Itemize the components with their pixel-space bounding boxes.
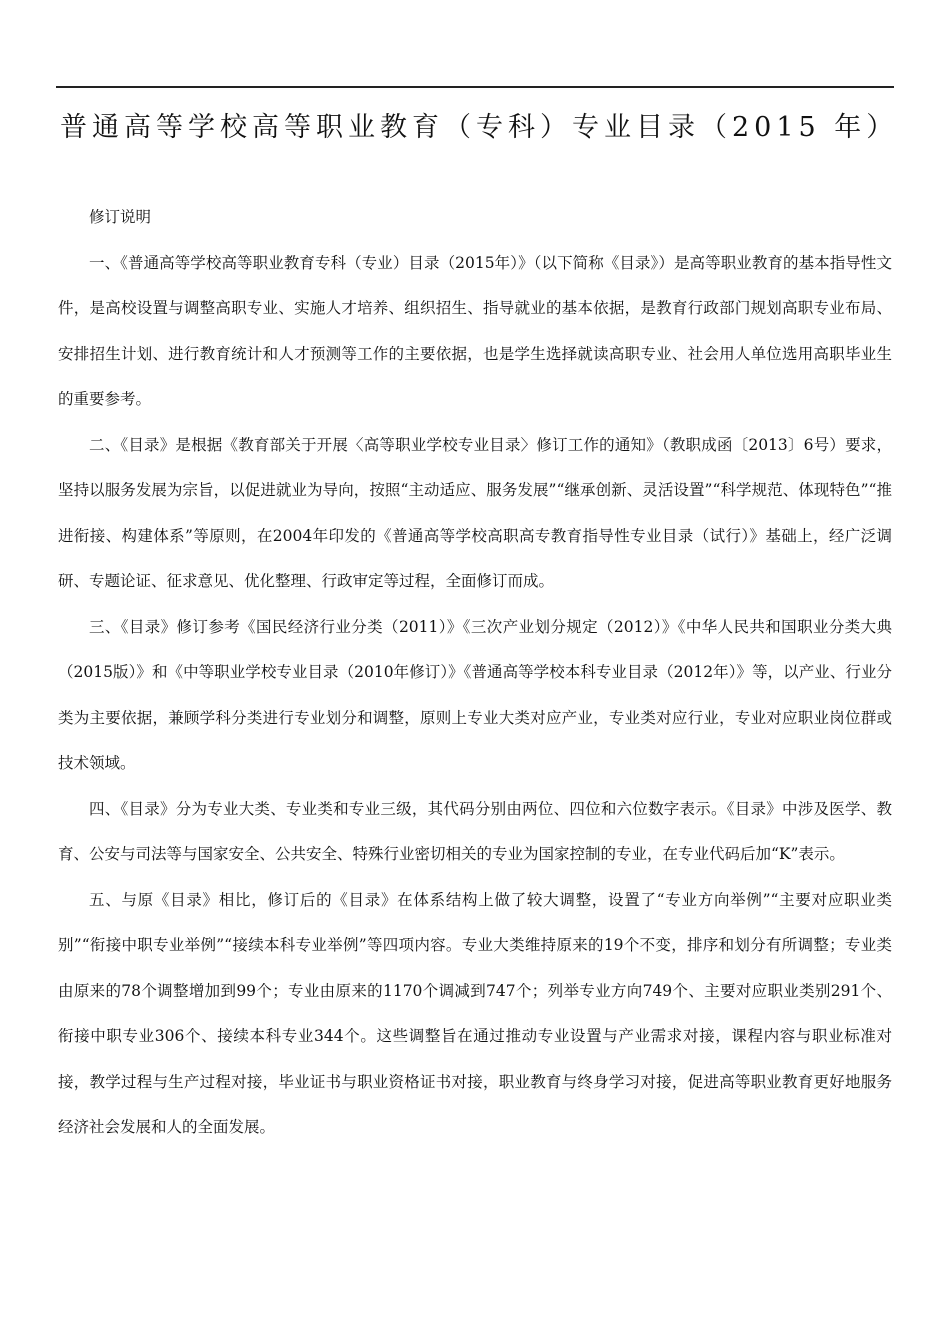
- top-rule: [56, 86, 894, 88]
- document-body: [58, 195, 892, 1151]
- paragraph-4: 四、《目录》分为专业大类、专业类和专业三级，其代码分别由两位、四位和六位数字表示。《目录》中涉及医学、教育、公安与司法等与国家安全、公共安全、特殊行业密切相关的专业为国家控制的专业，在专业代码后加“K”表示。: [58, 799, 892, 863]
- paragraph-2: 二、《目录》是根据《教育部关于开展〈高等职业学校专业目录〉修订工作的通知》（教职成函〔2013〕6号）要求，坚持以服务发展为宗旨，以促进就业为导向，按照“主动适应、服务发展”“继承创新、灵活设置”“科学规范、体现特色”“推进衔接、构建体系”等原则，在2004年印发的《普通高等学校高职高专教育指导性专业目录（试行）》基础上，经广泛调研、专题论证、征求意见、优化整理、行政审定等过程，全面修订而成。: [58, 435, 892, 590]
- paragraph-1: 一、《普通高等学校高等职业教育专科（专业）目录（2015年）》（以下简称《目录》）是高等职业教育的基本指导性文件，是高校设置与调整高职专业、实施人才培养、组织招生、指导就业的基本依据，是教育行政部门规划高职专业布局、安排招生计划、进行教育统计和人才预测等工作的主要依据，也是学生选择就读高职专业、社会用人单位选用高职毕业生的重要参考。: [58, 253, 892, 408]
- section-heading: 修订说明: [89, 208, 152, 226]
- page-title: 普通高等学校高等职业教育（专科）专业目录（2015 年）: [60, 112, 899, 143]
- paragraph-5: 五、与原《目录》相比，修订后的《目录》在体系结构上做了较大调整，设置了“专业方向举例”“主要对应职业类别”“衔接中职专业举例”“接续本科专业举例”等四项内容。专业大类维持原来的19个不变，排序和划分有所调整；专业类由原来的78个调整增加到99个；专业由原来的1170个调减到747个；列举专业方向749个、主要对应职业类别291个、衔接中职专业306个、接续本科专业344个。这些调整旨在通过推动专业设置与产业需求对接，课程内容与职业标准对接，教学过程与生产过程对接，毕业证书与职业资格证书对接，职业教育与终身学习对接，促进高等职业教育更好地服务经济社会发展和人的全面发展。: [58, 890, 892, 1136]
- paragraph-3: 三、《目录》修订参考《国民经济行业分类（2011）》《三次产业划分规定（2012）》《中华人民共和国职业分类大典（2015版）》和《中等职业学校专业目录（2010年修订）》《普通高等学校本科专业目录（2012年）》等，以产业、行业分类为主要依据，兼顾学科分类进行专业划分和调整，原则上专业大类对应产业，专业类对应行业，专业对应职业岗位群或技术领域。: [58, 617, 892, 772]
